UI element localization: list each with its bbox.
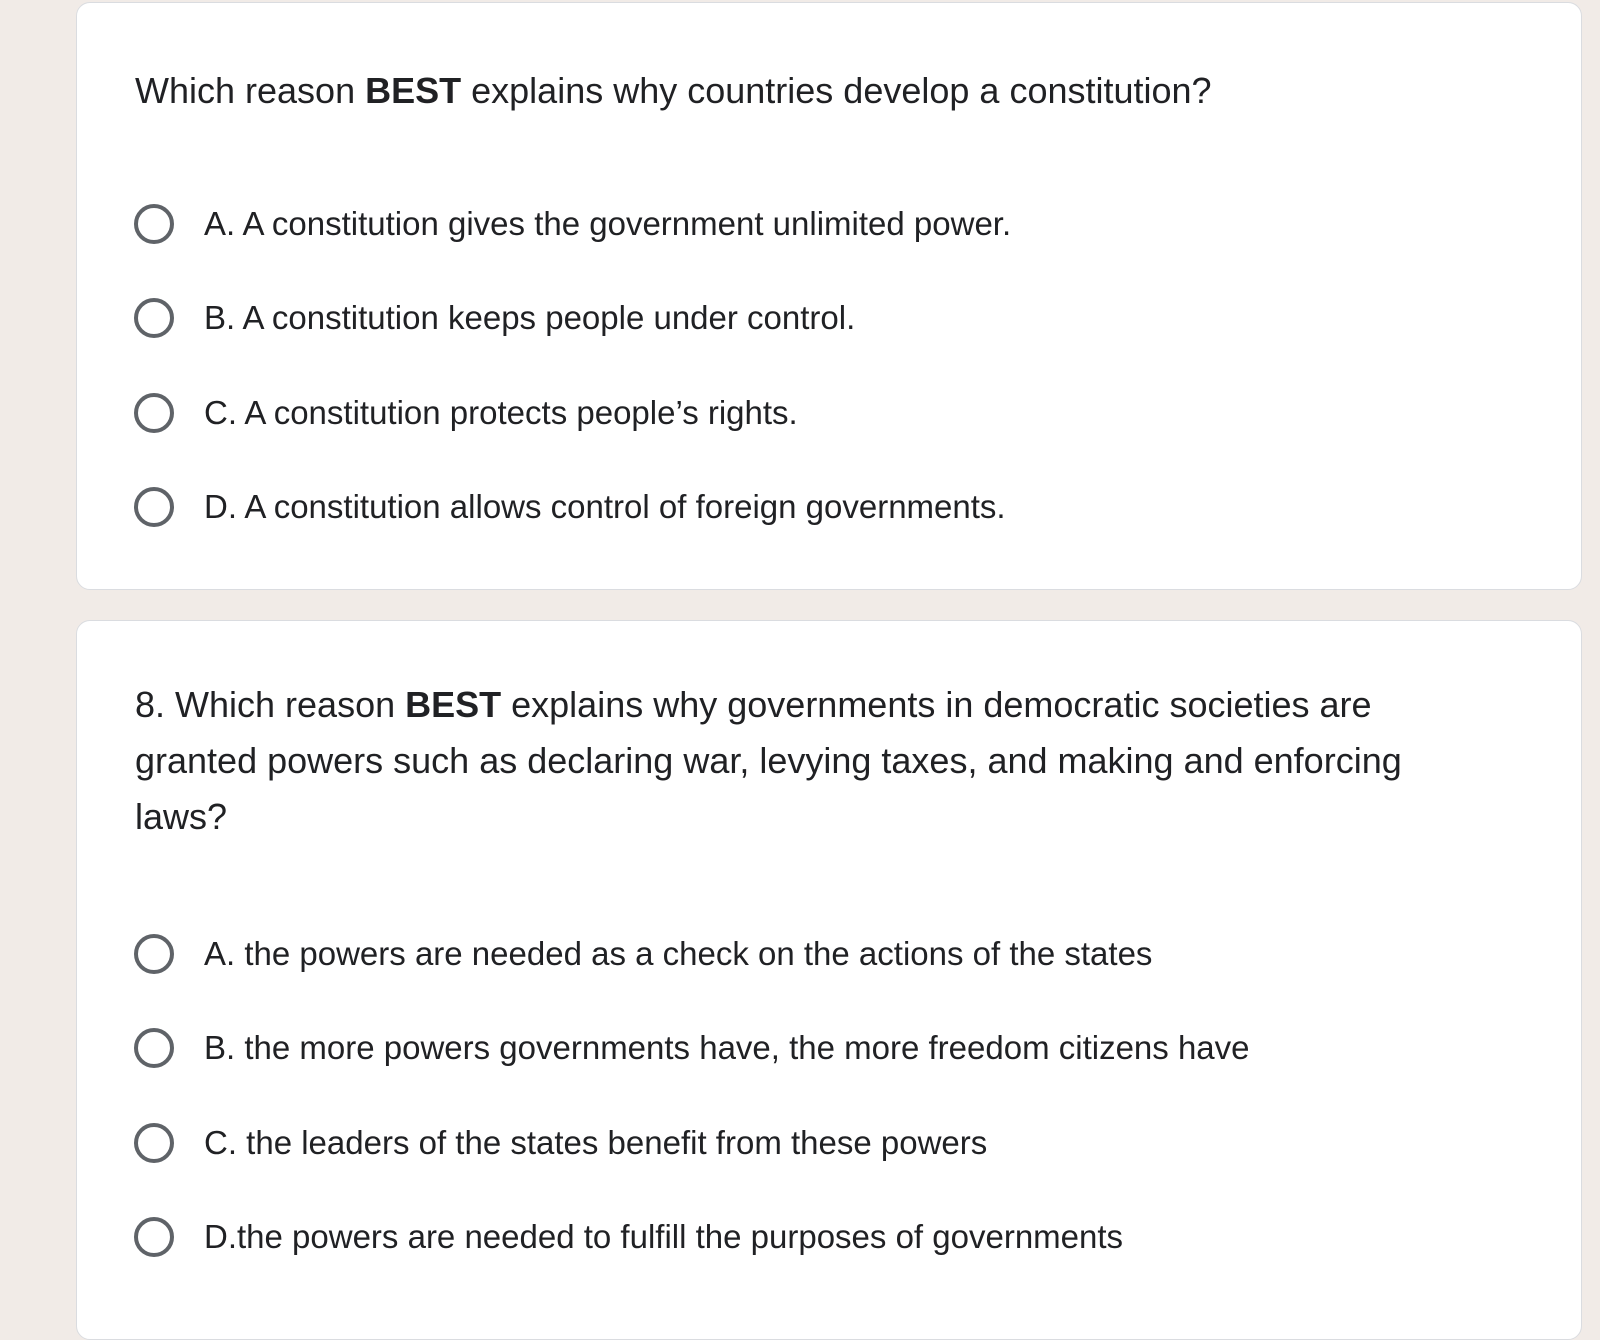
- answer-option-b[interactable]: [134, 271, 1541, 365]
- question-text-part: Which reason: [135, 70, 366, 111]
- answer-option-d[interactable]: [134, 460, 1541, 554]
- answer-option-a[interactable]: [134, 177, 1541, 271]
- question-card-2: [76, 620, 1582, 1340]
- radio-button[interactable]: [134, 487, 174, 527]
- radio-button[interactable]: [134, 1123, 174, 1163]
- answer-option-label: B. the more powers governments have, the more freedom citizens have: [204, 1029, 1250, 1067]
- radio-button[interactable]: [134, 1028, 174, 1068]
- question-emphasis: BEST: [405, 684, 502, 725]
- radio-button[interactable]: [134, 204, 174, 244]
- answer-options: [134, 177, 1541, 554]
- question-text: [135, 677, 1471, 845]
- question-text: [135, 63, 1471, 119]
- answer-option-label: D.the powers are needed to fulfill the purposes of governments: [204, 1218, 1124, 1256]
- radio-button[interactable]: [134, 298, 174, 338]
- answer-option-label: C. A constitution protects people’s rights.: [204, 393, 798, 431]
- question-text-part: explains why governments in democratic societies are granted powers such as declaring war, levying taxes, and making and enforcing laws?: [135, 684, 1402, 837]
- answer-options: [134, 907, 1541, 1284]
- answer-option-a[interactable]: [134, 907, 1541, 1001]
- answer-option-label: A. the powers are needed as a check on the actions of the states: [204, 935, 1153, 973]
- answer-option-label: C. the leaders of the states benefit from these powers: [204, 1123, 988, 1161]
- answer-option-b[interactable]: [134, 1001, 1541, 1095]
- question-text-part: explains why countries develop a constitution?: [461, 70, 1212, 111]
- answer-option-label: D. A constitution allows control of foreign governments.: [204, 488, 1006, 526]
- answer-option-label: A. A constitution gives the government unlimited power.: [204, 205, 1012, 243]
- answer-option-c[interactable]: [134, 1096, 1541, 1190]
- question-text-part: 8. Which reason: [135, 684, 406, 725]
- answer-option-label: B. A constitution keeps people under control.: [204, 299, 856, 337]
- radio-button[interactable]: [134, 934, 174, 974]
- answer-option-c[interactable]: [134, 366, 1541, 460]
- radio-button[interactable]: [134, 393, 174, 433]
- question-card-1: [76, 2, 1582, 590]
- radio-button[interactable]: [134, 1217, 174, 1257]
- question-emphasis: BEST: [365, 70, 462, 111]
- answer-option-d[interactable]: [134, 1190, 1541, 1284]
